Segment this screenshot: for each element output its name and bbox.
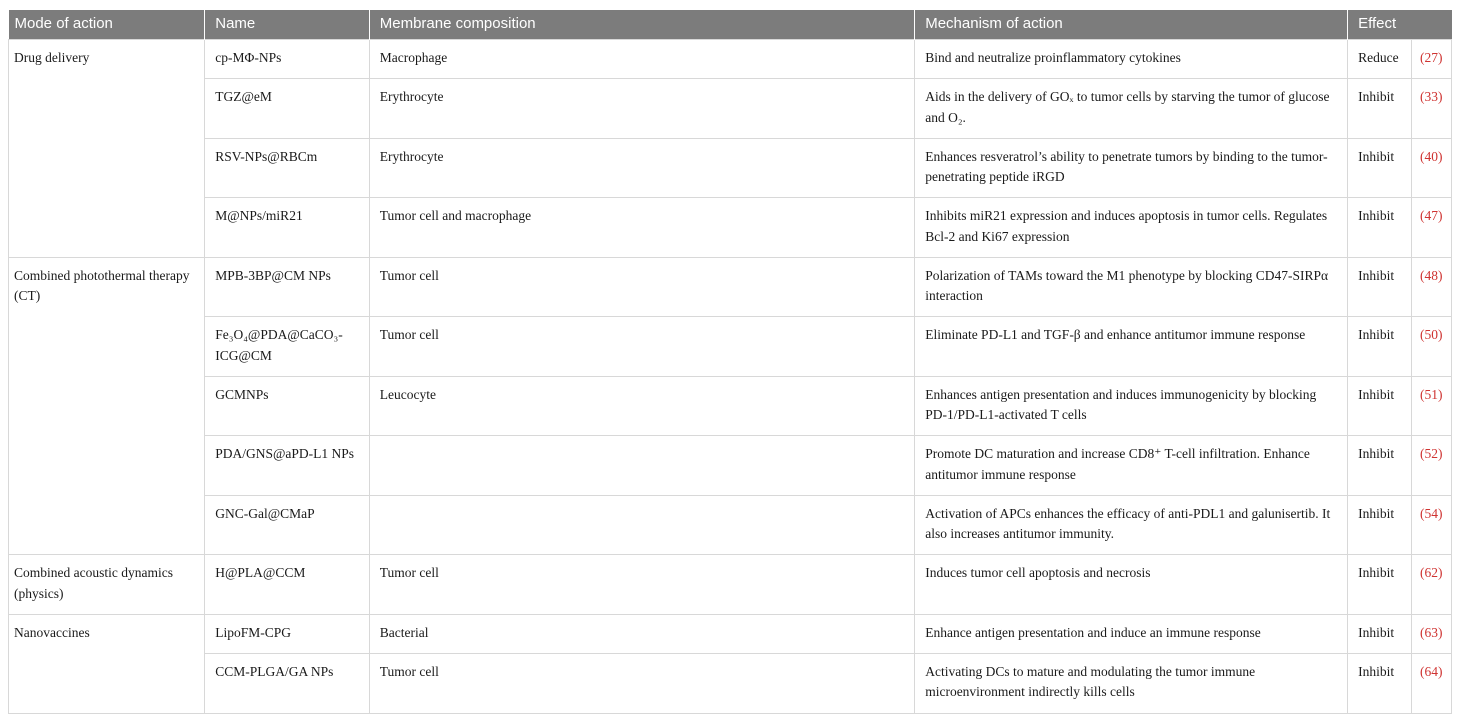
membrane-composition-cell [369, 436, 914, 496]
membrane-composition-cell: Erythrocyte [369, 79, 914, 139]
table-row [9, 257, 1452, 317]
reference-link[interactable]: (33) [1411, 79, 1451, 139]
membrane-composition-cell: Leucocyte [369, 376, 914, 436]
mechanism-of-action-cell: Activating DCs to mature and modulating the tumor immune microenvironment indirectly kills cells [915, 654, 1348, 714]
name-cell: CCM-PLGA/GA NPs [205, 654, 370, 714]
reference-link[interactable]: (48) [1411, 257, 1451, 317]
name-cell: M@NPs/miR21 [205, 198, 370, 258]
table-row [9, 436, 1452, 496]
table-row [9, 40, 1452, 79]
effect-cell: Inhibit [1348, 376, 1411, 436]
table-row [9, 555, 1452, 615]
reference-link[interactable]: (63) [1411, 614, 1451, 653]
mode-of-action-cell: Combined photothermal therapy (CT) [9, 257, 205, 555]
table-row [9, 495, 1452, 555]
name-cell: LipoFM-CPG [205, 614, 370, 653]
reference-link[interactable]: (27) [1411, 40, 1451, 79]
name-cell: H@PLA@CCM [205, 555, 370, 615]
table-header-row [9, 10, 1452, 40]
table-row [9, 198, 1452, 258]
name-cell: MPB-3BP@CM NPs [205, 257, 370, 317]
name-cell: Fe₃O₄@PDA@CaCO₃-ICG@CM [205, 317, 370, 377]
effect-cell: Inhibit [1348, 436, 1411, 496]
reference-link[interactable]: (62) [1411, 555, 1451, 615]
effect-cell: Inhibit [1348, 614, 1411, 653]
name-cell: GCMNPs [205, 376, 370, 436]
reference-link[interactable]: (50) [1411, 317, 1451, 377]
mechanism-of-action-cell: Inhibits miR21 expression and induces apoptosis in tumor cells. Regulates Bcl-2 and Ki67 expression [915, 198, 1348, 258]
reference-link[interactable]: (64) [1411, 654, 1451, 714]
effect-cell: Inhibit [1348, 654, 1411, 714]
membrane-composition-cell [369, 495, 914, 555]
effect-cell: Inhibit [1348, 79, 1411, 139]
effect-cell: Inhibit [1348, 257, 1411, 317]
name-cell: PDA/GNS@aPD-L1 NPs [205, 436, 370, 496]
mechanism-of-action-cell: Enhances resveratrol’s ability to penetrate tumors by binding to the tumor-penetrating peptide iRGD [915, 138, 1348, 198]
membrane-composition-cell: Tumor cell and macrophage [369, 198, 914, 258]
reference-link[interactable]: (52) [1411, 436, 1451, 496]
mechanism-of-action-cell: Aids in the delivery of GOₓ to tumor cells by starving the tumor of glucose and O₂. [915, 79, 1348, 139]
membrane-composition-cell: Macrophage [369, 40, 914, 79]
membrane-composition-cell: Tumor cell [369, 257, 914, 317]
effect-cell: Inhibit [1348, 138, 1411, 198]
membrane-nanoparticle-table [8, 10, 1452, 714]
mode-of-action-cell: Combined acoustic dynamics (physics) [9, 555, 205, 615]
header-effect: Effect [1348, 10, 1452, 40]
effect-cell: Inhibit [1348, 317, 1411, 377]
mechanism-of-action-cell: Enhance antigen presentation and induce an immune response [915, 614, 1348, 653]
membrane-composition-cell: Tumor cell [369, 555, 914, 615]
mechanism-of-action-cell: Polarization of TAMs toward the M1 phenotype by blocking CD47-SIRPα interaction [915, 257, 1348, 317]
header-name: Name [205, 10, 370, 40]
name-cell: GNC-Gal@CMaP [205, 495, 370, 555]
header-membrane-composition: Membrane composition [369, 10, 914, 40]
membrane-composition-cell: Erythrocyte [369, 138, 914, 198]
table-row [9, 317, 1452, 377]
table-row [9, 138, 1452, 198]
table-header [9, 10, 1452, 40]
name-cell: TGZ@eM [205, 79, 370, 139]
header-mechanism-of-action: Mechanism of action [915, 10, 1348, 40]
membrane-composition-cell: Tumor cell [369, 654, 914, 714]
table-row [9, 654, 1452, 714]
table-row [9, 614, 1452, 653]
reference-link[interactable]: (40) [1411, 138, 1451, 198]
mode-of-action-cell: Drug delivery [9, 40, 205, 258]
mechanism-of-action-cell: Eliminate PD-L1 and TGF-β and enhance antitumor immune response [915, 317, 1348, 377]
mode-of-action-cell: Nanovaccines [9, 614, 205, 713]
reference-link[interactable]: (54) [1411, 495, 1451, 555]
mechanism-of-action-cell: Bind and neutralize proinflammatory cytokines [915, 40, 1348, 79]
name-cell: RSV-NPs@RBCm [205, 138, 370, 198]
reference-link[interactable]: (47) [1411, 198, 1451, 258]
table-body [9, 40, 1452, 714]
table-row [9, 79, 1452, 139]
effect-cell: Inhibit [1348, 495, 1411, 555]
reference-link[interactable]: (51) [1411, 376, 1451, 436]
mechanism-of-action-cell: Induces tumor cell apoptosis and necrosis [915, 555, 1348, 615]
effect-cell: Inhibit [1348, 198, 1411, 258]
effect-cell: Reduce [1348, 40, 1411, 79]
mechanism-of-action-cell: Activation of APCs enhances the efficacy of anti-PDL1 and galunisertib. It also increases antitumor immunity. [915, 495, 1348, 555]
mechanism-of-action-cell: Promote DC maturation and increase CD8⁺ T-cell infiltration. Enhance antitumor immune response [915, 436, 1348, 496]
membrane-composition-cell: Tumor cell [369, 317, 914, 377]
name-cell: cp-MΦ-NPs [205, 40, 370, 79]
membrane-composition-cell: Bacterial [369, 614, 914, 653]
header-mode-of-action: Mode of action [9, 10, 205, 40]
mechanism-of-action-cell: Enhances antigen presentation and induces immunogenicity by blocking PD-1/PD-L1-activated T cells [915, 376, 1348, 436]
table-row [9, 376, 1452, 436]
effect-cell: Inhibit [1348, 555, 1411, 615]
